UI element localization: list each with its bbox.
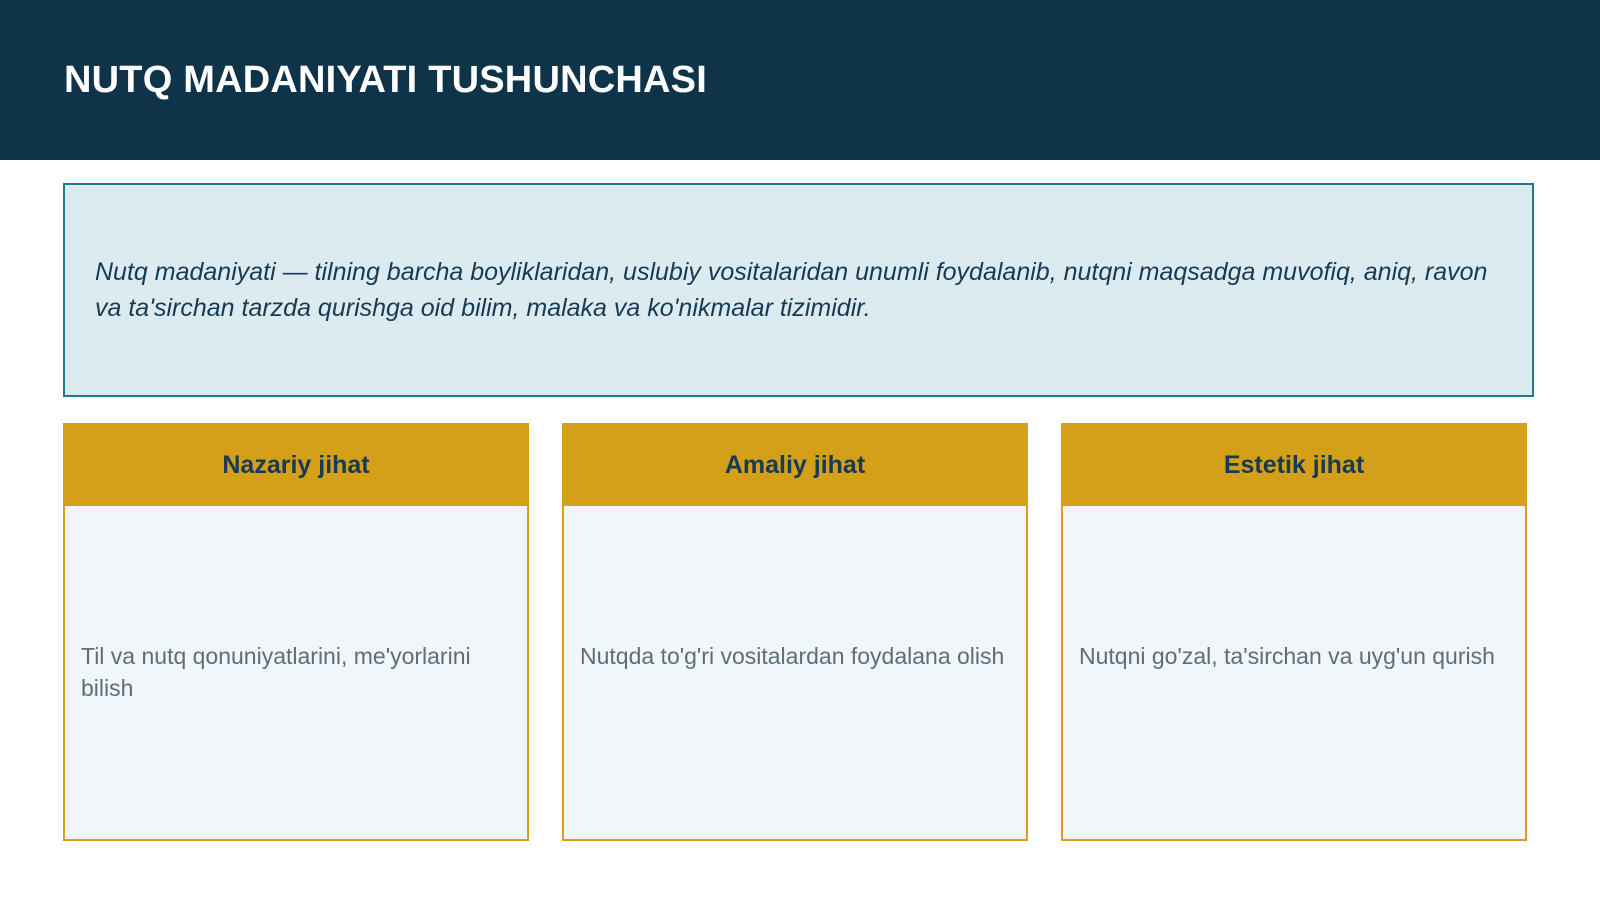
page-title: NUTQ MADANIYATI TUSHUNCHASI — [64, 59, 707, 101]
card-header — [65, 425, 527, 506]
card-title: Estetik jihat — [1223, 451, 1365, 479]
card-text: Nutqda to'g'ri vositalardan foydalana olish — [580, 643, 1005, 669]
card-nazariy — [63, 423, 529, 841]
card-title: Nazariy jihat — [222, 451, 370, 479]
definition-box — [63, 183, 1534, 397]
card-title: Amaliy jihat — [724, 451, 866, 479]
card-header — [1063, 425, 1525, 506]
card-text: Nutqni go'zal, ta'sirchan va uyg'un qurish — [1079, 643, 1495, 669]
card-body — [580, 640, 1012, 672]
card-estetik — [1061, 423, 1527, 841]
definition-text: Nutq madaniyati — tilning barcha boyliklaridan, uslubiy vositalaridan unumli foydalanib, nutqni maqsadga muvofiq, aniq, ravon va ta'sirchan tarzda qurishga oid bilim, malaka va ko'nikmalar tizimidir. — [95, 258, 1488, 322]
header-bar — [0, 0, 1600, 160]
card-text: Til va nutq qonuniyatlarini, me'yorlarini bilish — [81, 643, 471, 701]
card-amaliy — [562, 423, 1028, 841]
card-body — [1079, 640, 1511, 672]
card-body — [81, 640, 513, 704]
card-header — [564, 425, 1026, 506]
